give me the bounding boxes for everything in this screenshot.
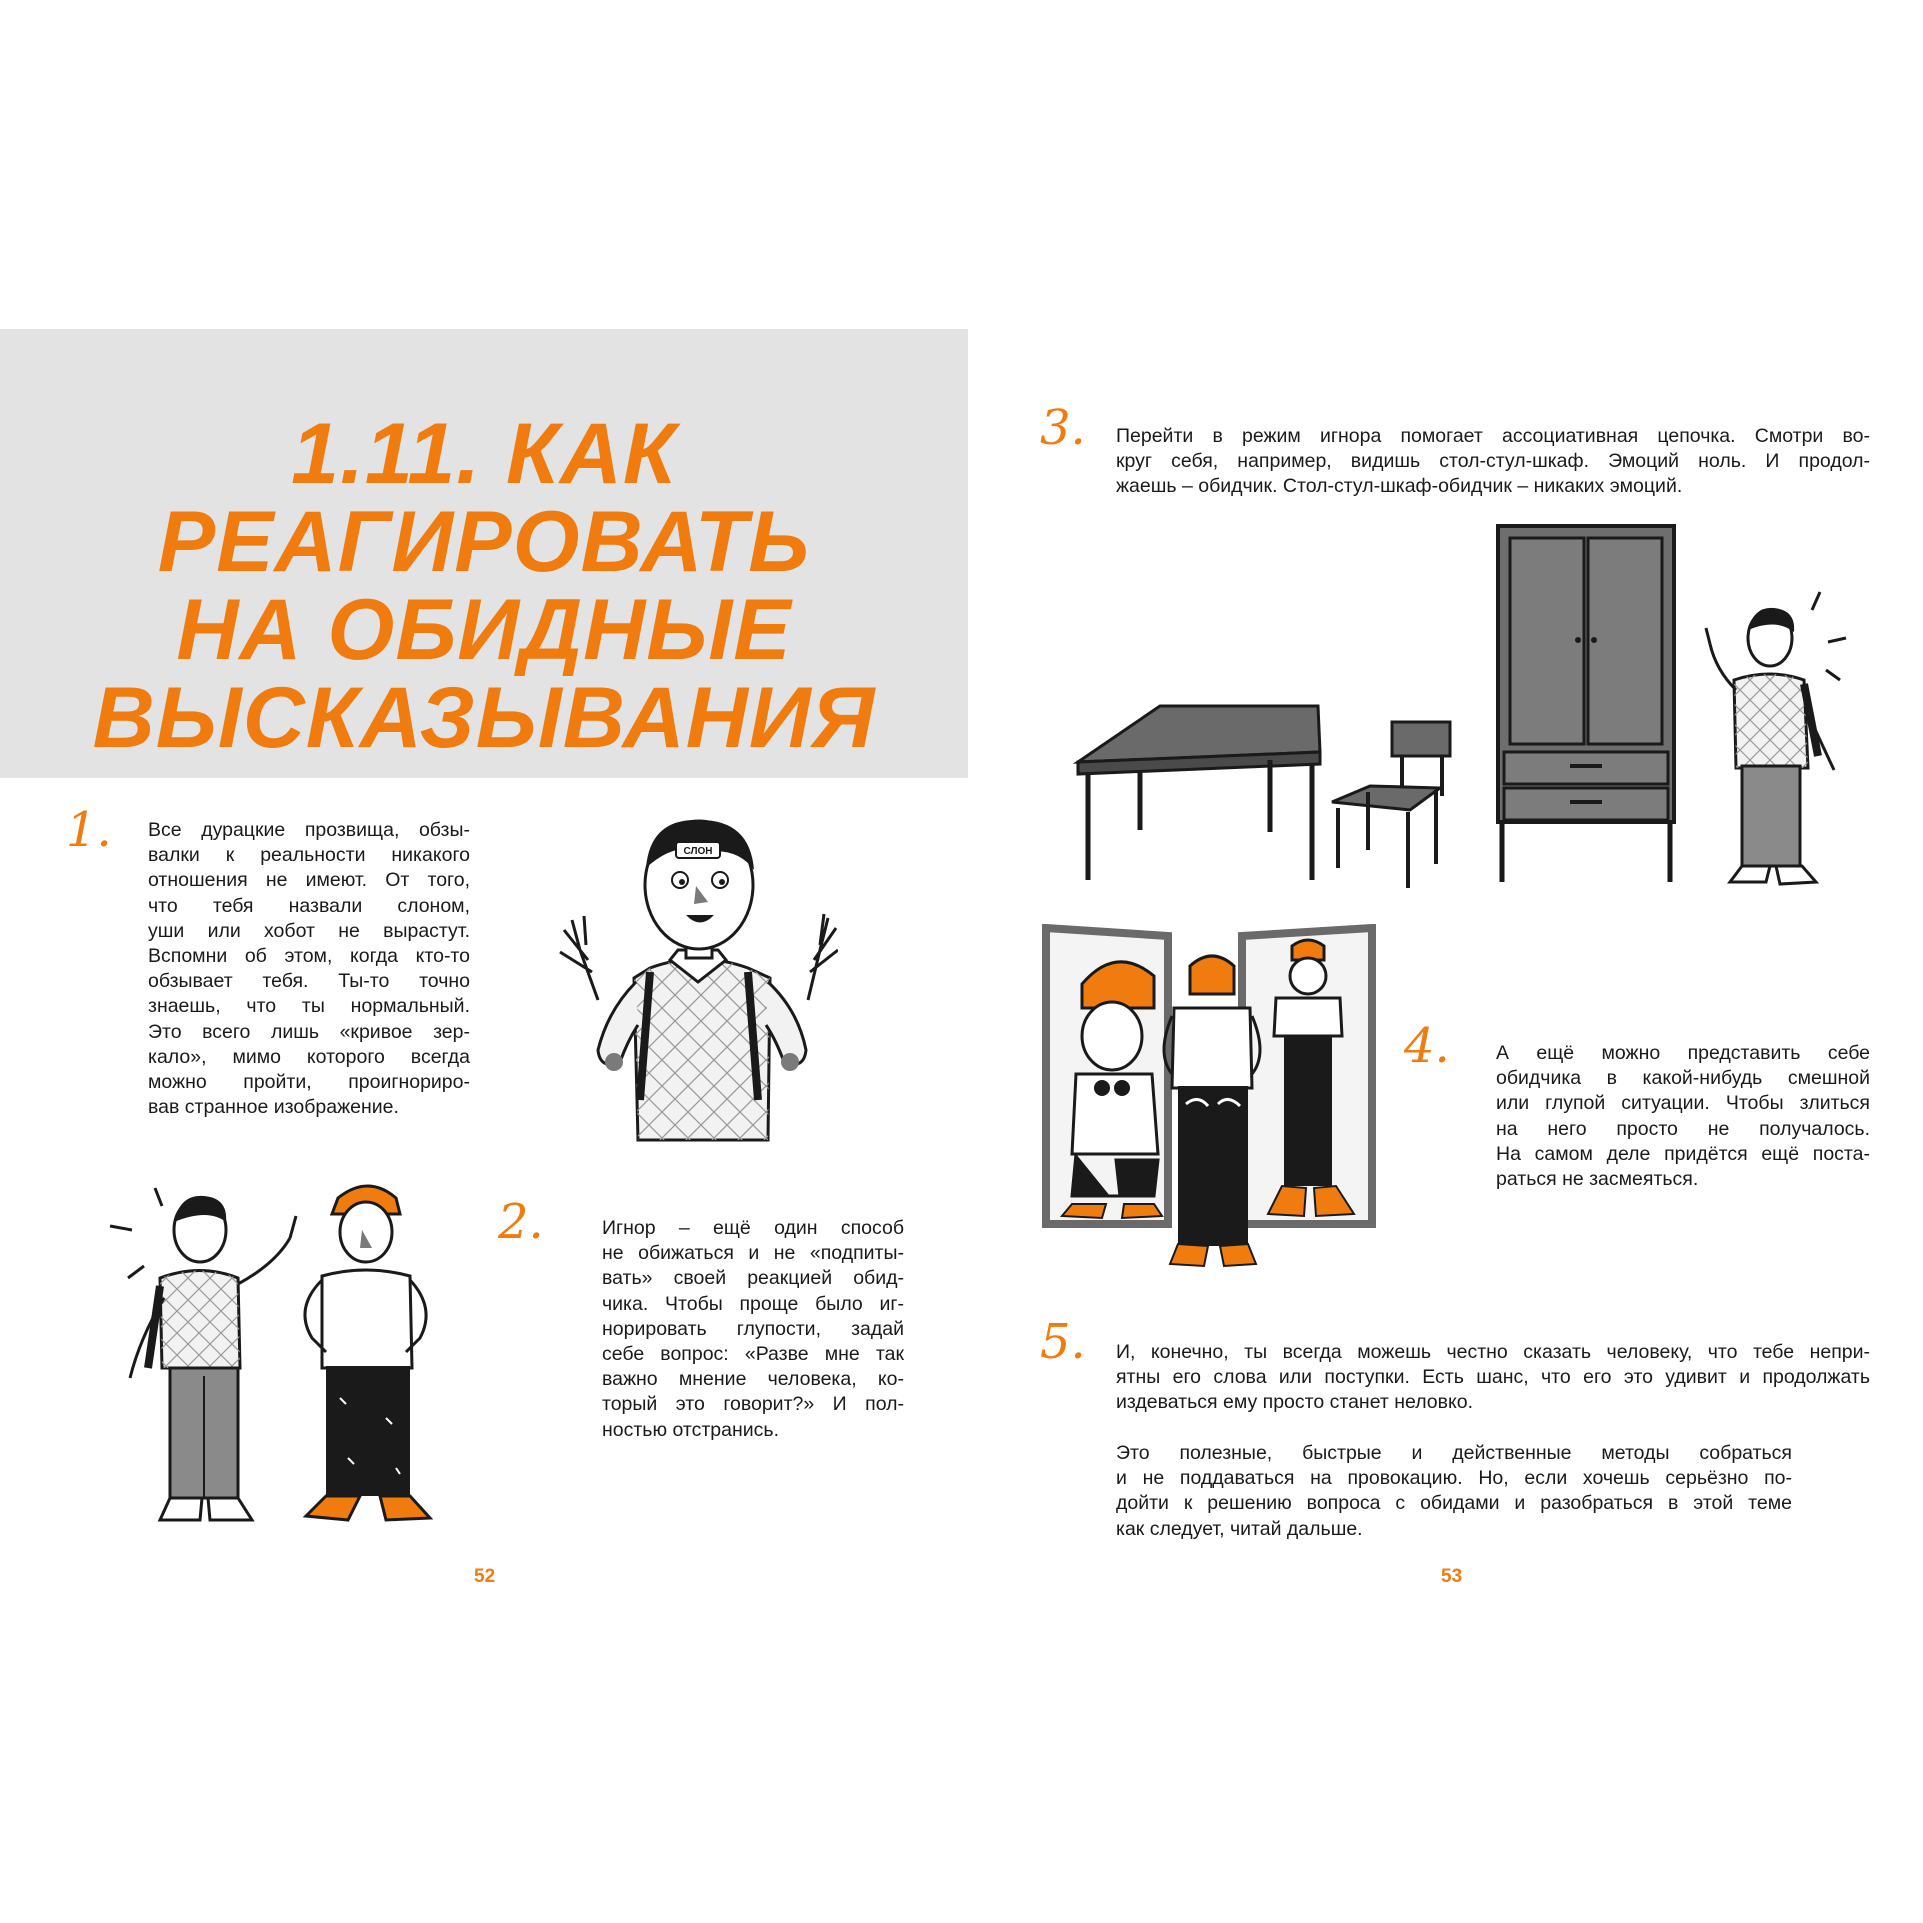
text-line: Это полезные, быстрые и действенные методы собраться xyxy=(1116,1442,1792,1464)
section-number-5: 5. xyxy=(1040,1314,1086,1370)
text-line: издеваться ему просто станет неловко. xyxy=(1116,1391,1474,1414)
text-line: Игнор – ещё один способ xyxy=(602,1217,904,1239)
text-line: не обижаться и не «подпиты- xyxy=(602,1242,904,1265)
text-line: знаешь, что ты нормальный. xyxy=(148,995,470,1018)
text-line: На самом деле придётся ещё поста- xyxy=(1496,1142,1870,1165)
text-line: себе вопрос: «Разве мне так xyxy=(602,1343,904,1366)
text-line: важно мнение человека, ко- xyxy=(602,1368,904,1391)
text-line: на него просто не получалось. xyxy=(1496,1117,1870,1140)
boy-shrugging-illustration xyxy=(558,800,838,1145)
section-number-1: 1. xyxy=(66,802,112,858)
text-line: кало», мимо которого всегда xyxy=(148,1045,470,1068)
text-line: жаешь – обидчик. Стол-стул-шкаф-обидчик – никаких эмоций. xyxy=(1116,475,1683,498)
text-line: что тебя назвали слоном, xyxy=(148,894,470,917)
text-line: вав странное изображение. xyxy=(148,1096,399,1119)
page-number-left: 52 xyxy=(474,1566,496,1587)
title-line: НА ОБИДНЫЕ xyxy=(176,582,792,678)
text-line: А ещё можно представить себе xyxy=(1496,1042,1870,1064)
mirrors-illustration xyxy=(1036,924,1380,1269)
chapter-title xyxy=(0,406,968,766)
section-1-text xyxy=(148,818,470,1120)
text-line: ностью отстранись. xyxy=(602,1418,779,1441)
text-line: вать» своей реакцией обид- xyxy=(602,1267,904,1290)
title-line: 1.11. КАК xyxy=(291,406,677,502)
text-line: уши или хобот не вырастут. xyxy=(148,919,470,942)
text-line: торый это говорит?» И пол- xyxy=(602,1393,904,1416)
section-4-text xyxy=(1496,1041,1870,1192)
text-line: чика. Чтобы проще было иг- xyxy=(602,1292,904,1315)
text-line: как следует, читай дальше. xyxy=(1116,1517,1363,1540)
text-line: и не поддаваться на провокацию. Но, если хочешь серьёзно по- xyxy=(1116,1467,1792,1490)
text-line: Перейти в режим игнора помогает ассоциативная цепочка. Смотри во- xyxy=(1116,425,1870,447)
title-line: РЕАГИРОВАТЬ xyxy=(157,494,811,590)
text-line: отношения не имеют. От того, xyxy=(148,869,470,892)
section-number-2: 2. xyxy=(498,1194,544,1250)
two-boys-illustration xyxy=(100,1168,440,1538)
conclusion-text xyxy=(1116,1441,1792,1542)
text-line: ятны его слова или поступки. Есть шанс, что его это удивит и продолжать xyxy=(1116,1366,1870,1389)
text-line: И, конечно, ты всегда можешь честно сказать человеку, что тебе непри- xyxy=(1116,1341,1870,1363)
text-line: норировать глупости, задай xyxy=(602,1317,904,1340)
section-number-4: 4. xyxy=(1404,1018,1450,1074)
section-number-3: 3. xyxy=(1040,400,1086,456)
furniture-and-boy-illustration xyxy=(1070,520,1880,890)
title-line: ВЫСКАЗЫВАНИЯ xyxy=(92,670,876,766)
text-line: валки к реальности никакого xyxy=(148,844,470,867)
text-line: или глупой ситуации. Чтобы злиться xyxy=(1496,1092,1870,1115)
text-line: Это всего лишь «кривое зер- xyxy=(148,1020,470,1043)
text-line: раться не засмеяться. xyxy=(1496,1168,1699,1191)
text-line: обзывает тебя. Ты-то точно xyxy=(148,970,470,993)
text-line: обидчика в какой-нибудь смешной xyxy=(1496,1067,1870,1090)
text-line: круг себя, например, видишь стол-стул-шкаф. Эмоций ноль. И продол- xyxy=(1116,450,1870,473)
text-line: Все дурацкие прозвища, обзы- xyxy=(148,819,470,841)
text-line: Вспомни об этом, когда кто-то xyxy=(148,945,470,968)
page-number-right: 53 xyxy=(1441,1566,1463,1587)
section-5-text xyxy=(1116,1340,1870,1416)
name-badge-text: СЛОН xyxy=(683,846,713,857)
text-line: дойти к решению вопроса с обидами и разобраться в этой теме xyxy=(1116,1492,1792,1515)
section-2-text xyxy=(602,1216,904,1443)
text-line: можно пройти, проигнориро- xyxy=(148,1071,470,1094)
section-3-text xyxy=(1116,424,1870,500)
